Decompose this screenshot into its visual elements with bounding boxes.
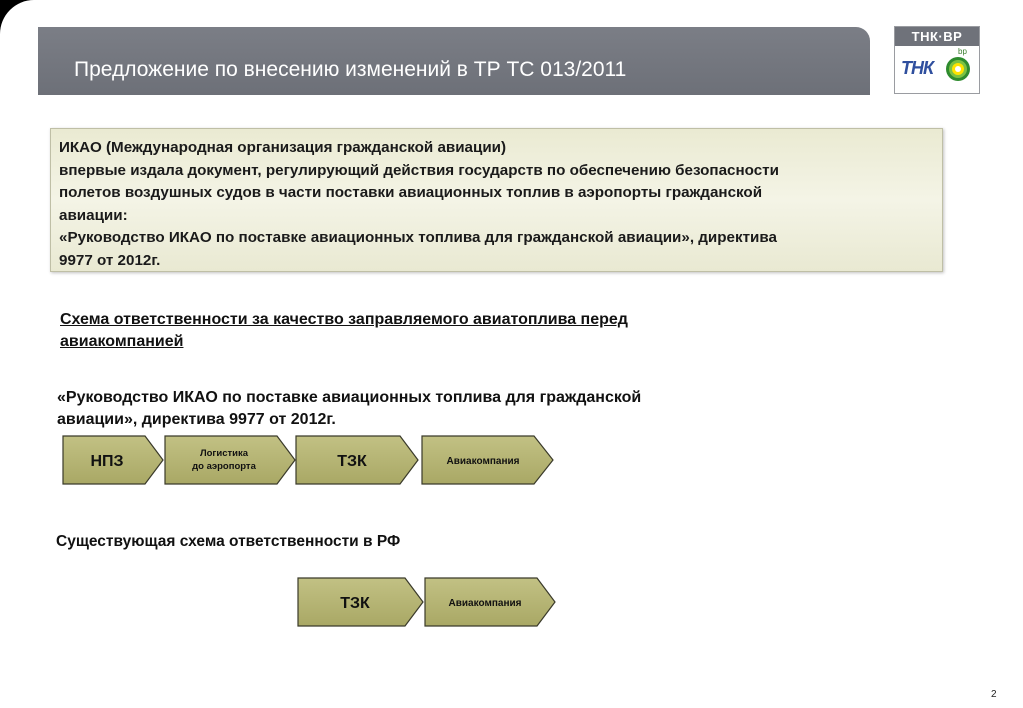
page-title: Предложение по внесению изменений в ТР ТС 013/2011 <box>74 58 627 81</box>
info-line: полетов воздушных судов в части поставки авиационных топлив в аэропорты гражданской <box>59 184 763 202</box>
logo-top-text: ТНК·ВР <box>895 27 979 46</box>
page-number: 2 <box>991 689 997 700</box>
step-label-tzk: ТЗК <box>337 453 367 470</box>
icao-caption-line: «Руководство ИКАО по поставке авиационных топлива для гражданской <box>57 389 642 406</box>
icao-caption-line: авиации», директива 9977 от 2012г. <box>57 411 336 428</box>
info-line: впервые издала документ, регулирующий действия государств по обеспечению безопасности <box>59 161 779 179</box>
rf-step-airline <box>425 578 555 626</box>
flow-step-airline <box>422 436 553 484</box>
info-line: 9977 от 2012г. <box>59 251 161 269</box>
logo-bp-text: bp <box>958 47 967 56</box>
rf-step-tzk <box>298 578 423 626</box>
rf-step-label-airline: Авиакомпания <box>448 598 522 609</box>
step-label-logistics-2: до аэропорта <box>192 461 256 472</box>
scheme-heading-line: авиакомпанией <box>60 333 184 350</box>
step-label-logistics-1: Логистика <box>199 448 249 459</box>
info-line: ИКАО (Международная организация гражданской авиации) <box>59 139 507 156</box>
step-label-npz: НПЗ <box>90 453 124 470</box>
flow-step-npz <box>63 436 163 484</box>
logo-tnk-mark: ТНК <box>901 58 934 78</box>
icao-flow <box>63 436 553 484</box>
info-line: «Руководство ИКАО по поставке авиационных топлива для гражданской авиации», директива <box>59 229 777 247</box>
rf-step-label-tzk: ТЗК <box>340 595 370 612</box>
flow-step-tzk <box>296 436 418 484</box>
info-line: авиации: <box>59 206 128 224</box>
rf-scheme-caption: Существующая схема ответственности в РФ <box>56 533 401 550</box>
scheme-heading-line: Схема ответственности за качество заправляемого авиатоплива перед <box>60 311 628 328</box>
flow-step-logistics <box>165 436 295 484</box>
step-label-airline: Авиакомпания <box>446 456 520 467</box>
rf-flow <box>298 578 555 626</box>
